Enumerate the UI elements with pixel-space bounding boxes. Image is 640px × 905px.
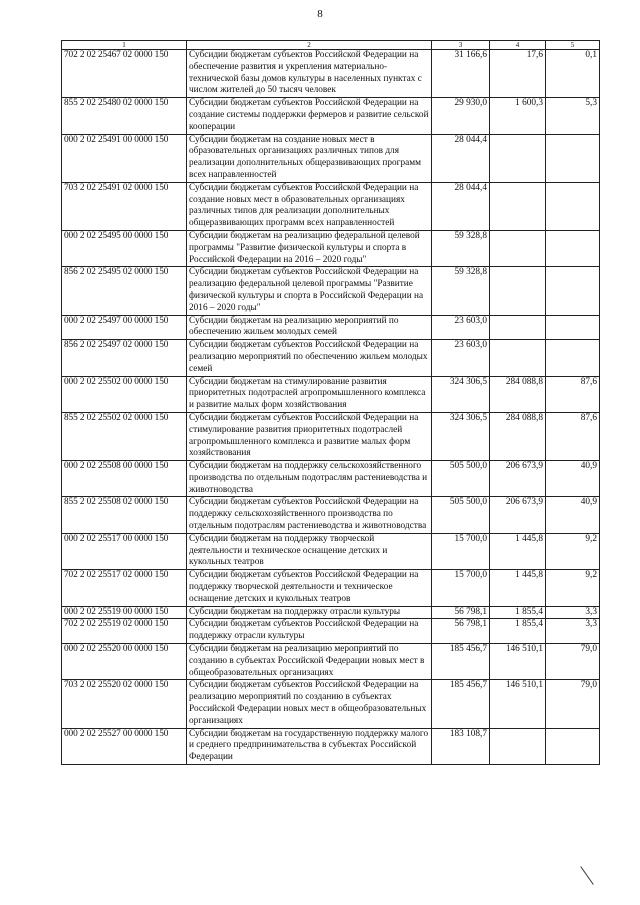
table-row bbox=[62, 680, 600, 728]
description-cell: Субсидии бюджетам на реализацию мероприятий по обеспечению жильем молодых семей bbox=[187, 315, 432, 340]
planned-amount-cell: 15 700,0 bbox=[432, 533, 490, 569]
percent-cell bbox=[546, 182, 600, 230]
percent-cell: 5,3 bbox=[546, 98, 600, 134]
planned-amount-cell: 185 456,7 bbox=[432, 644, 490, 680]
actual-amount-cell: 284 088,8 bbox=[490, 412, 546, 460]
actual-amount-cell: 1 600,3 bbox=[490, 98, 546, 134]
description-cell: Субсидии бюджетам субъектов Российской Федерации на стимулирование развития приоритетных подотраслей агропромышленного комплекса и развитие малых форм хозяйствования bbox=[187, 412, 432, 460]
actual-amount-cell: 1 855,4 bbox=[490, 606, 546, 619]
column-number-3: 3 bbox=[432, 41, 490, 50]
budget-code-cell: 000 2 02 25517 00 0000 150 bbox=[62, 533, 187, 569]
planned-amount-cell: 183 108,7 bbox=[432, 728, 490, 764]
planned-amount-cell: 56 798,1 bbox=[432, 606, 490, 619]
actual-amount-cell bbox=[490, 134, 546, 182]
budget-code-cell: 000 2 02 25508 00 0000 150 bbox=[62, 461, 187, 497]
planned-amount-cell: 28 044,4 bbox=[432, 134, 490, 182]
actual-amount-cell: 206 673,9 bbox=[490, 461, 546, 497]
percent-cell bbox=[546, 267, 600, 315]
table-row bbox=[62, 570, 600, 606]
planned-amount-cell: 23 603,0 bbox=[432, 315, 490, 340]
table-row bbox=[62, 461, 600, 497]
table-row bbox=[62, 497, 600, 533]
table-row bbox=[62, 50, 600, 98]
budget-code-cell: 000 2 02 25497 00 0000 150 bbox=[62, 315, 187, 340]
description-cell: Субсидии бюджетам субъектов Российской Федерации на создание новых мест в образовательных организациях различных типов для реализации дополнительных общеразвивающих программ всех направленностей bbox=[187, 182, 432, 230]
description-cell: Субсидии бюджетам субъектов Российской Федерации на поддержку творческой деятельности и техническое оснащение детских и кукольных театров bbox=[187, 570, 432, 606]
planned-amount-cell: 505 500,0 bbox=[432, 461, 490, 497]
table-row bbox=[62, 728, 600, 764]
budget-code-cell: 856 2 02 25495 02 0000 150 bbox=[62, 267, 187, 315]
actual-amount-cell: 1 445,8 bbox=[490, 533, 546, 569]
table-row bbox=[62, 412, 600, 460]
table-row bbox=[62, 644, 600, 680]
budget-code-cell: 702 2 02 25519 02 0000 150 bbox=[62, 619, 187, 644]
budget-code-cell: 000 2 02 25491 00 0000 150 bbox=[62, 134, 187, 182]
column-number-row bbox=[62, 41, 600, 50]
actual-amount-cell bbox=[490, 267, 546, 315]
table-row bbox=[62, 533, 600, 569]
description-cell: Субсидии бюджетам субъектов Российской Федерации на поддержку отрасли культуры bbox=[187, 619, 432, 644]
actual-amount-cell: 146 510,1 bbox=[490, 644, 546, 680]
percent-cell bbox=[546, 230, 600, 266]
budget-code-cell: 000 2 02 25527 00 0000 150 bbox=[62, 728, 187, 764]
percent-cell: 79,0 bbox=[546, 680, 600, 728]
actual-amount-cell: 1 855,4 bbox=[490, 619, 546, 644]
table-row bbox=[62, 606, 600, 619]
description-cell: Субсидии бюджетам субъектов Российской Федерации на поддержку сельскохозяйственного производства по отдельным подотраслям растениеводства и животноводства bbox=[187, 497, 432, 533]
planned-amount-cell: 15 700,0 bbox=[432, 570, 490, 606]
planned-amount-cell: 28 044,4 bbox=[432, 182, 490, 230]
percent-cell: 87,6 bbox=[546, 376, 600, 412]
description-cell: Субсидии бюджетам субъектов Российской Федерации на реализацию федеральной целевой программы "Развитие физической культуры и спорта в Российской Федерации на 2016 – 2020 годы" bbox=[187, 267, 432, 315]
budget-code-cell: 703 2 02 25520 02 0000 150 bbox=[62, 680, 187, 728]
percent-cell: 79,0 bbox=[546, 644, 600, 680]
table-row bbox=[62, 376, 600, 412]
actual-amount-cell: 206 673,9 bbox=[490, 497, 546, 533]
budget-code-cell: 703 2 02 25491 02 0000 150 bbox=[62, 182, 187, 230]
planned-amount-cell: 185 456,7 bbox=[432, 680, 490, 728]
planned-amount-cell: 324 306,5 bbox=[432, 376, 490, 412]
description-cell: Субсидии бюджетам на поддержку отрасли культуры bbox=[187, 606, 432, 619]
actual-amount-cell bbox=[490, 315, 546, 340]
table-row bbox=[62, 619, 600, 644]
actual-amount-cell bbox=[490, 182, 546, 230]
column-number-4: 4 bbox=[490, 41, 546, 50]
budget-code-cell: 855 2 02 25480 02 0000 150 bbox=[62, 98, 187, 134]
description-cell: Субсидии бюджетам субъектов Российской Федерации на обеспечение развития и укрепления материально-технической базы домов культуры в населенных пунктах с числом жителей до 50 тысяч человек bbox=[187, 50, 432, 98]
percent-cell: 40,9 bbox=[546, 497, 600, 533]
description-cell: Субсидии бюджетам субъектов Российской Федерации на реализацию мероприятий по обеспечению жильем молодых семей bbox=[187, 340, 432, 376]
description-cell: Субсидии бюджетам на реализацию мероприятий по созданию в субъектах Российской Федерации новых мест в общеобразовательных организациях bbox=[187, 644, 432, 680]
budget-code-cell: 000 2 02 25495 00 0000 150 bbox=[62, 230, 187, 266]
percent-cell: 0,1 bbox=[546, 50, 600, 98]
description-cell: Субсидии бюджетам субъектов Российской Федерации на создание системы поддержки фермеров и развитие сельской кооперации bbox=[187, 98, 432, 134]
actual-amount-cell bbox=[490, 728, 546, 764]
actual-amount-cell: 146 510,1 bbox=[490, 680, 546, 728]
percent-cell: 87,6 bbox=[546, 412, 600, 460]
actual-amount-cell bbox=[490, 230, 546, 266]
page-number: 8 bbox=[317, 8, 323, 20]
percent-cell bbox=[546, 340, 600, 376]
budget-code-cell: 855 2 02 25508 02 0000 150 bbox=[62, 497, 187, 533]
description-cell: Субсидии бюджетам на стимулирование развития приоритетных подотраслей агропромышленного комплекса и развитие малых форм хозяйствования bbox=[187, 376, 432, 412]
column-number-5: 5 bbox=[546, 41, 600, 50]
planned-amount-cell: 29 930,0 bbox=[432, 98, 490, 134]
budget-code-cell: 702 2 02 25467 02 0000 150 bbox=[62, 50, 187, 98]
planned-amount-cell: 59 328,8 bbox=[432, 230, 490, 266]
budget-code-cell: 856 2 02 25497 02 0000 150 bbox=[62, 340, 187, 376]
percent-cell bbox=[546, 315, 600, 340]
budget-code-cell: 000 2 02 25520 00 0000 150 bbox=[62, 644, 187, 680]
planned-amount-cell: 56 798,1 bbox=[432, 619, 490, 644]
column-number-2: 2 bbox=[187, 41, 432, 50]
planned-amount-cell: 23 603,0 bbox=[432, 340, 490, 376]
pen-mark bbox=[580, 866, 593, 885]
description-cell: Субсидии бюджетам на поддержку творческой деятельности и техническое оснащение детских и кукольных театров bbox=[187, 533, 432, 569]
table-body bbox=[62, 50, 600, 765]
table-row bbox=[62, 267, 600, 315]
actual-amount-cell bbox=[490, 340, 546, 376]
description-cell: Субсидии бюджетам на реализацию федеральной целевой программы "Развитие физической культуры и спорта в Российской Федерации на 2016 – 2020 годы" bbox=[187, 230, 432, 266]
budget-code-cell: 855 2 02 25502 02 0000 150 bbox=[62, 412, 187, 460]
planned-amount-cell: 59 328,8 bbox=[432, 267, 490, 315]
table-row bbox=[62, 98, 600, 134]
budget-code-cell: 000 2 02 25519 00 0000 150 bbox=[62, 606, 187, 619]
planned-amount-cell: 505 500,0 bbox=[432, 497, 490, 533]
actual-amount-cell: 284 088,8 bbox=[490, 376, 546, 412]
actual-amount-cell: 17,6 bbox=[490, 50, 546, 98]
table-row bbox=[62, 315, 600, 340]
planned-amount-cell: 31 166,6 bbox=[432, 50, 490, 98]
planned-amount-cell: 324 306,5 bbox=[432, 412, 490, 460]
percent-cell: 3,3 bbox=[546, 606, 600, 619]
description-cell: Субсидии бюджетам на создание новых мест в образовательных организациях различных типов для реализации дополнительных общеразвивающих программ всех направленностей bbox=[187, 134, 432, 182]
budget-table bbox=[61, 40, 600, 765]
percent-cell: 9,2 bbox=[546, 570, 600, 606]
budget-code-cell: 702 2 02 25517 02 0000 150 bbox=[62, 570, 187, 606]
actual-amount-cell: 1 445,8 bbox=[490, 570, 546, 606]
description-cell: Субсидии бюджетам на государственную поддержку малого и среднего предпринимательства в субъектах Российской Федерации bbox=[187, 728, 432, 764]
percent-cell: 3,3 bbox=[546, 619, 600, 644]
description-cell: Субсидии бюджетам субъектов Российской Федерации на реализацию мероприятий по созданию в субъектах Российской Федерации новых мест в общеобразовательных организациях bbox=[187, 680, 432, 728]
description-cell: Субсидии бюджетам на поддержку сельскохозяйственного производства по отдельным подотраслям растениеводства и животноводства bbox=[187, 461, 432, 497]
table-row bbox=[62, 182, 600, 230]
budget-code-cell: 000 2 02 25502 00 0000 150 bbox=[62, 376, 187, 412]
table-row bbox=[62, 134, 600, 182]
column-number-1: 1 bbox=[62, 41, 187, 50]
percent-cell: 9,2 bbox=[546, 533, 600, 569]
percent-cell: 40,9 bbox=[546, 461, 600, 497]
table-row bbox=[62, 230, 600, 266]
percent-cell bbox=[546, 728, 600, 764]
percent-cell bbox=[546, 134, 600, 182]
table-row bbox=[62, 340, 600, 376]
